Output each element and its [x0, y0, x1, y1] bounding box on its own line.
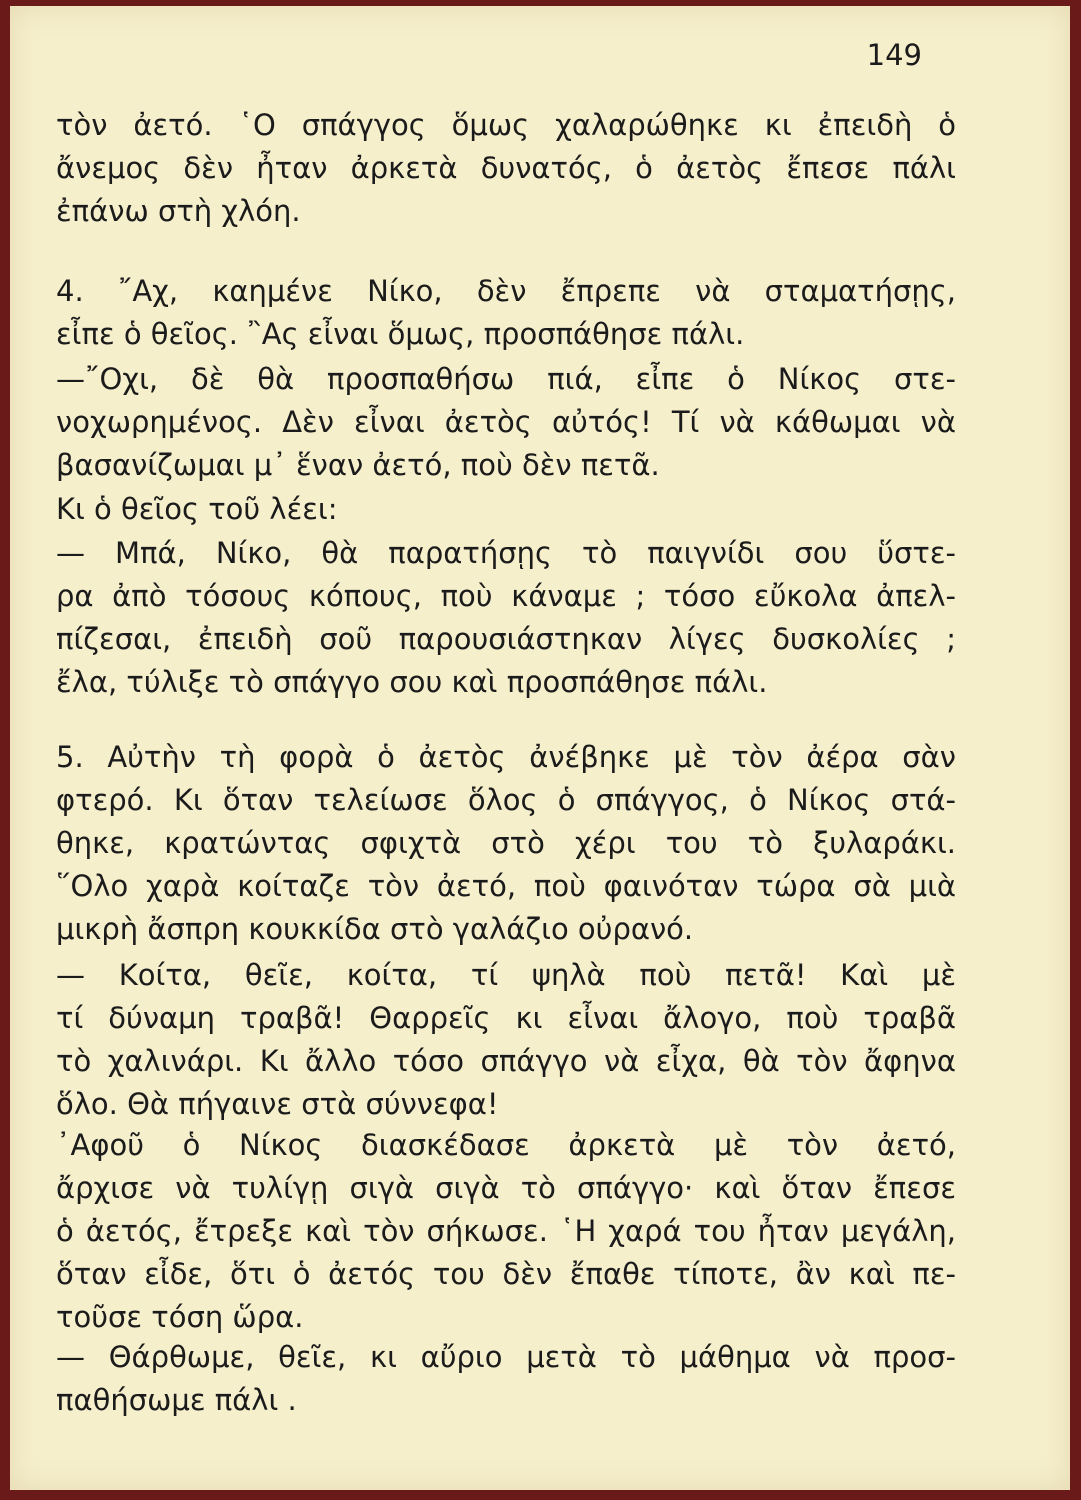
paragraph-6	[56, 736, 956, 951]
text-line: — Θάρθωμε, θεῖε, κι αὔριο μετὰ τὸ μάθημα νὰ προσ-	[56, 1340, 956, 1374]
text-line: — Μπά, Νίκο, θὰ παρατήσῃς τὸ παιγνίδι σου ὕστε-	[56, 536, 956, 570]
text-line: Κι ὁ θεῖος τοῦ λέει:	[56, 492, 338, 526]
text-line: βασανίζωμαι μ᾽ ἕναν ἀετό, ποὺ δὲν πετᾶ.	[56, 448, 660, 482]
text-line: μικρὴ ἄσπρη κουκκίδα στὸ γαλάζιο οὐρανό.	[56, 912, 694, 946]
text-line: φτερό. Κι ὅταν τελείωσε ὅλος ὁ σπάγγος, ὁ Νίκος στά-	[56, 783, 956, 817]
text-line: εἶπε ὁ θεῖος. ῍Ας εἶναι ὅμως, προσπάθησε πάλι.	[56, 317, 745, 351]
paragraph-7	[56, 954, 956, 1126]
text-line: τὸ χαλινάρι. Κι ἄλλο τόσο σπάγγο νὰ εἶχα, θὰ τὸν ἄφηνα	[56, 1044, 956, 1078]
text-line: ἔλα, τύλιξε τὸ σπάγγο σου καὶ προσπάθησε πάλι.	[56, 665, 768, 699]
paragraph-9	[56, 1336, 956, 1422]
text-line: ἐπάνω στὴ χλόη.	[56, 194, 301, 228]
text-line: πίζεσαι, ἐπειδὴ σοῦ παρουσιάστηκαν λίγες δυσκολίες ;	[56, 622, 956, 656]
paragraph-4	[56, 488, 956, 531]
paragraph-2	[56, 270, 956, 356]
text-line: —῎Οχι, δὲ θὰ προσπαθήσω πιά, εἶπε ὁ Νίκος στε-	[56, 362, 956, 396]
text-line: ρα ἀπὸ τόσους κόπους, ποὺ κάναμε ; τόσο εὔκολα ἀπελ-	[56, 579, 956, 613]
text-line: ὅταν εἶδε, ὅτι ὁ ἀετός του δὲν ἔπαθε τίποτε, ἂν καὶ πε-	[56, 1257, 956, 1291]
paragraph-3	[56, 358, 956, 487]
paragraph-5	[56, 532, 956, 704]
text-line: — Κοίτα, θεῖε, κοίτα, τί ψηλὰ ποὺ πετᾶ! Καὶ μὲ	[56, 958, 956, 992]
text-line: τοῦσε τόση ὥρα.	[56, 1300, 304, 1334]
text-line: ᾽Αφοῦ ὁ Νίκος διασκέδασε ἀρκετὰ μὲ τὸν ἀετό,	[56, 1128, 956, 1162]
text-line: νοχωρημένος. Δὲν εἶναι ἀετὸς αὐτός! Τί νὰ κάθωμαι νὰ	[56, 405, 956, 439]
text-line: παθήσωμε πάλι .	[56, 1383, 297, 1417]
text-line: τὸν ἀετό. ῾Ο σπάγγος ὅμως χαλαρώθηκε κι ἐπειδὴ ὁ	[56, 108, 956, 142]
text-line: ἄνεμος δὲν ἦταν ἀρκετὰ δυνατός, ὁ ἀετὸς ἔπεσε πάλι	[56, 151, 956, 185]
text-line: 5. Αὐτὴν τὴ φορὰ ὁ ἀετὸς ἀνέβηκε μὲ τὸν ἀέρα σὰν	[56, 740, 956, 774]
text-line: ὁ ἀετός, ἔτρεξε καὶ τὸν σήκωσε. ῾Η χαρά του ἦταν μεγάλη,	[56, 1214, 956, 1248]
text-line: 4. ῎Αχ, καημένε Νίκο, δὲν ἔπρεπε νὰ σταματήσῃς,	[56, 274, 956, 308]
text-line: ὅλο. Θὰ πήγαινε στὰ σύννεφα!	[56, 1087, 499, 1121]
paragraph-1	[56, 104, 956, 233]
page-number: 149	[866, 38, 922, 72]
book-page	[10, 6, 1070, 1490]
text-line: ῞Ολο χαρὰ κοίταζε τὸν ἀετό, ποὺ φαινόταν τώρα σὰ μιὰ	[56, 869, 956, 903]
text-line: ἄρχισε νὰ τυλίγῃ σιγὰ σιγὰ τὸ σπάγγο· καὶ ὅταν ἔπεσε	[56, 1171, 956, 1205]
text-line: θηκε, κρατώντας σφιχτὰ στὸ χέρι του τὸ ξυλαράκι.	[56, 826, 956, 860]
text-line: τί δύναμη τραβᾶ! Θαρρεῖς κι εἶναι ἄλογο, ποὺ τραβᾶ	[56, 1001, 956, 1035]
paragraph-8	[56, 1124, 956, 1339]
